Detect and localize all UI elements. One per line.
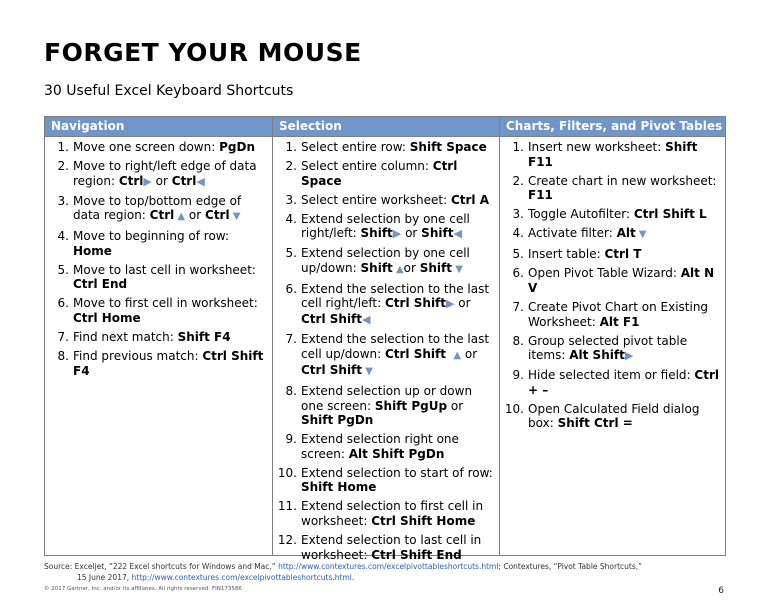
item-number: 9. (285, 432, 297, 447)
shortcut-key: Ctrl Shift (301, 311, 363, 326)
item-number: 6. (512, 266, 524, 281)
source-link-2[interactable]: http://www.contextures.com/excelpivottableshortcuts.html (131, 572, 352, 582)
shortcut-item (500, 226, 721, 243)
shortcut-key: Ctrl (118, 173, 144, 188)
shortcut-key: Shift F4 (177, 330, 231, 345)
shortcut-key: Shift (421, 226, 454, 241)
triangle-left-icon: ◀ (196, 174, 205, 188)
item-text: or (447, 398, 464, 413)
item-text: Extend selection by one cell up/down: (301, 246, 470, 275)
item-number: 1. (57, 140, 69, 154)
item-text: Move one screen down: (73, 140, 220, 154)
item-text: Find next match: (73, 330, 178, 345)
item-text: Move to top/bottom edge of data region: (73, 193, 242, 223)
shortcut-key: Ctrl Shift Home (371, 513, 476, 528)
shortcut-item (273, 212, 495, 242)
item-text: or (403, 260, 420, 275)
shortcut-key: Alt Shift PgDn (348, 446, 445, 461)
shortcut-key: Shift Home (301, 480, 377, 495)
shortcut-key: Alt Shift (569, 348, 625, 363)
shortcut-item (273, 533, 495, 562)
source-note (44, 562, 724, 583)
item-text: Move to last cell in worksheet: (73, 262, 256, 277)
item-number: 7. (285, 332, 297, 347)
item-text: Create Pivot Chart on Existing Worksheet: (528, 300, 709, 329)
copyright: © 2017 Gartner, Inc. and/or its affiliates. All rights reserved. FIN173586 (44, 586, 242, 592)
shortcut-item (273, 140, 495, 155)
shortcut-key: Shift (360, 226, 393, 241)
item-number: 4. (285, 211, 297, 226)
item-text: Move to right/left edge of data region: (73, 159, 257, 188)
shortcut-item (500, 207, 721, 222)
item-text: or (151, 173, 172, 188)
item-number: 2. (285, 159, 297, 174)
source-date: 15 June 2017, (77, 572, 132, 582)
column-charts-filters-pivot (500, 117, 725, 555)
item-text: Find previous match: (73, 349, 203, 364)
item-number: 8. (57, 349, 69, 364)
shortcut-key: Ctrl (205, 208, 230, 223)
shortcut-item (500, 300, 721, 329)
shortcut-list (45, 137, 272, 378)
shortcut-key: Ctrl End (73, 277, 128, 292)
source-middle: ; Contextures, “Pivot Table Shortcuts,” (498, 562, 643, 571)
shortcut-key: Shift (360, 260, 393, 275)
item-number: 9. (512, 368, 524, 383)
item-text: Activate filter: (528, 226, 617, 241)
triangle-down-icon: ▼ (635, 229, 647, 241)
item-number: 4. (57, 229, 69, 244)
shortcut-key: Ctrl Space (301, 159, 458, 188)
page-number: 6 (718, 586, 724, 596)
shortcut-item (500, 174, 721, 203)
shortcut-item (500, 402, 721, 431)
shortcut-key: Ctrl (171, 173, 197, 188)
item-number: 6. (285, 281, 297, 296)
source-prefix: Source: Exceljet, “222 Excel shortcuts for Windows and Mac,” (44, 562, 279, 571)
triangle-right-icon: ▶ (446, 297, 455, 311)
item-text: Create chart in new worksheet: (528, 173, 717, 188)
item-text: Group selected pivot table items: (528, 333, 688, 363)
item-text: Extend selection right one screen: (301, 432, 459, 461)
shortcut-item (273, 332, 495, 380)
shortcut-key: F11 (528, 188, 553, 203)
triangle-right-icon: ▶ (624, 349, 634, 363)
item-text: Select entire worksheet: (301, 192, 451, 207)
item-number: 1. (285, 140, 297, 154)
item-number: 3. (57, 193, 69, 208)
item-number: 5. (512, 247, 524, 262)
item-text: Select entire row: (301, 140, 410, 154)
page-title: FORGET YOUR MOUSE (44, 38, 362, 67)
shortcut-item (273, 282, 495, 328)
shortcut-key: Ctrl Shift (384, 346, 451, 361)
shortcut-key: Ctrl Shift L (633, 207, 707, 222)
item-text: Insert new worksheet: (528, 140, 666, 154)
item-text: Insert table: (528, 247, 605, 262)
item-text: or (185, 208, 206, 223)
shortcut-item (273, 432, 495, 461)
item-text: Extend the selection to the last cell right/left: (301, 281, 490, 311)
item-number: 8. (512, 333, 524, 348)
triangle-right-icon: ▶ (392, 227, 402, 241)
triangle-up-icon: ▲ (174, 211, 186, 223)
shortcut-key: Ctrl Shift (301, 363, 363, 378)
shortcut-key: Ctrl (149, 208, 175, 223)
item-text: or (401, 226, 422, 241)
item-text: Toggle Autofilter: (528, 207, 634, 222)
shortcut-item (273, 193, 495, 208)
item-text: Extend selection to start of row: (301, 465, 493, 480)
shortcut-key: Ctrl Shift F4 (73, 349, 264, 378)
item-number: 4. (512, 226, 524, 241)
shortcut-key: Alt F1 (599, 314, 640, 329)
item-number: 5. (285, 246, 297, 261)
shortcut-item (500, 334, 721, 364)
item-number: 7. (57, 330, 69, 345)
column-selection (273, 117, 500, 562)
item-number: 12. (277, 533, 297, 548)
item-text: Extend selection to first cell in worksheet: (301, 499, 484, 528)
triangle-left-icon: ◀ (453, 227, 462, 241)
shortcut-item (500, 266, 721, 295)
item-text: or (454, 296, 471, 311)
shortcut-key: Ctrl Shift End (371, 547, 462, 562)
item-text: or (461, 346, 478, 361)
shortcut-key: Shift Space (409, 140, 487, 154)
shortcut-key: Alt N V (528, 266, 715, 295)
item-text: Hide selected item or field: (528, 368, 695, 383)
shortcut-item (45, 140, 268, 155)
shortcut-item (500, 247, 721, 262)
triangle-up-icon: ▲ (392, 263, 404, 275)
column-header: Navigation (45, 117, 272, 137)
item-number: 7. (512, 300, 524, 315)
item-number: 3. (512, 207, 524, 222)
column-header: Selection (273, 117, 499, 137)
item-text: Extend selection to last cell in worksheet: (301, 533, 482, 562)
item-number: 5. (57, 262, 69, 277)
triangle-up-icon: ▲ (450, 349, 462, 361)
item-text: Open Calculated Field dialog box: (528, 401, 700, 431)
triangle-down-icon: ▼ (452, 263, 463, 275)
shortcut-item (273, 384, 495, 428)
triangle-down-icon: ▼ (229, 211, 241, 223)
item-number: 11. (277, 499, 297, 514)
shortcut-key: PgDn (219, 140, 255, 154)
item-number: 6. (57, 296, 69, 311)
item-text: Open Pivot Table Wizard: (528, 266, 681, 281)
shortcut-key: Ctrl A (450, 192, 489, 207)
shortcut-key: Ctrl Home (73, 310, 141, 325)
shortcut-item (273, 499, 495, 528)
shortcut-key: Ctrl Shift (385, 296, 447, 311)
item-number: 3. (285, 192, 297, 207)
item-number: 10. (277, 465, 297, 480)
shortcut-key: Ctrl T (604, 247, 642, 262)
shortcut-key: Alt (616, 226, 636, 241)
item-text: Move to first cell in worksheet: (73, 296, 258, 311)
source-end: . (351, 572, 355, 582)
shortcut-item (45, 296, 268, 325)
shortcut-item (45, 330, 268, 345)
column-header: Charts, Filters, and Pivot Tables (500, 117, 725, 137)
shortcut-item (273, 466, 495, 495)
shortcut-item (500, 368, 721, 397)
item-number: 2. (57, 159, 69, 174)
item-number: 10. (504, 401, 524, 416)
shortcut-item (500, 140, 721, 169)
item-number: 1. (512, 140, 524, 154)
triangle-down-icon: ▼ (362, 366, 373, 378)
item-text: Extend the selection to the last cell up/down: (301, 332, 490, 361)
shortcut-item (45, 349, 268, 378)
shortcut-list (273, 137, 499, 562)
item-number: 8. (285, 384, 297, 399)
shortcut-item (273, 159, 495, 188)
triangle-right-icon: ▶ (143, 174, 152, 188)
shortcut-item (45, 194, 268, 225)
item-text: Select entire column: (301, 159, 433, 174)
shortcut-key: Shift Ctrl = (557, 416, 633, 431)
shortcuts-table (44, 116, 726, 562)
shortcut-key: Home (73, 243, 112, 258)
item-text: Extend selection up or down one screen: (301, 384, 473, 413)
shortcut-key: Shift PgDn (301, 413, 374, 428)
source-link-1[interactable]: http://www.contextures.com/excelpivottableshortcuts.html (278, 562, 499, 571)
triangle-left-icon: ◀ (362, 312, 371, 326)
shortcut-key: Ctrl + – (528, 368, 719, 397)
shortcut-item (45, 263, 268, 292)
page-subtitle: 30 Useful Excel Keyboard Shortcuts (44, 83, 294, 99)
shortcut-item (45, 229, 268, 258)
shortcut-list (500, 137, 725, 431)
item-number: 2. (512, 173, 524, 188)
shortcut-key: Shift (419, 260, 453, 275)
column-navigation (45, 117, 273, 555)
item-text: Move to beginning of row: (73, 229, 229, 244)
shortcut-item (273, 246, 495, 277)
item-text: Extend selection by one cell right/left: (301, 211, 470, 241)
shortcut-key: Shift PgUp (374, 398, 448, 413)
shortcut-key: Shift F11 (528, 140, 698, 169)
shortcut-item (45, 159, 268, 189)
